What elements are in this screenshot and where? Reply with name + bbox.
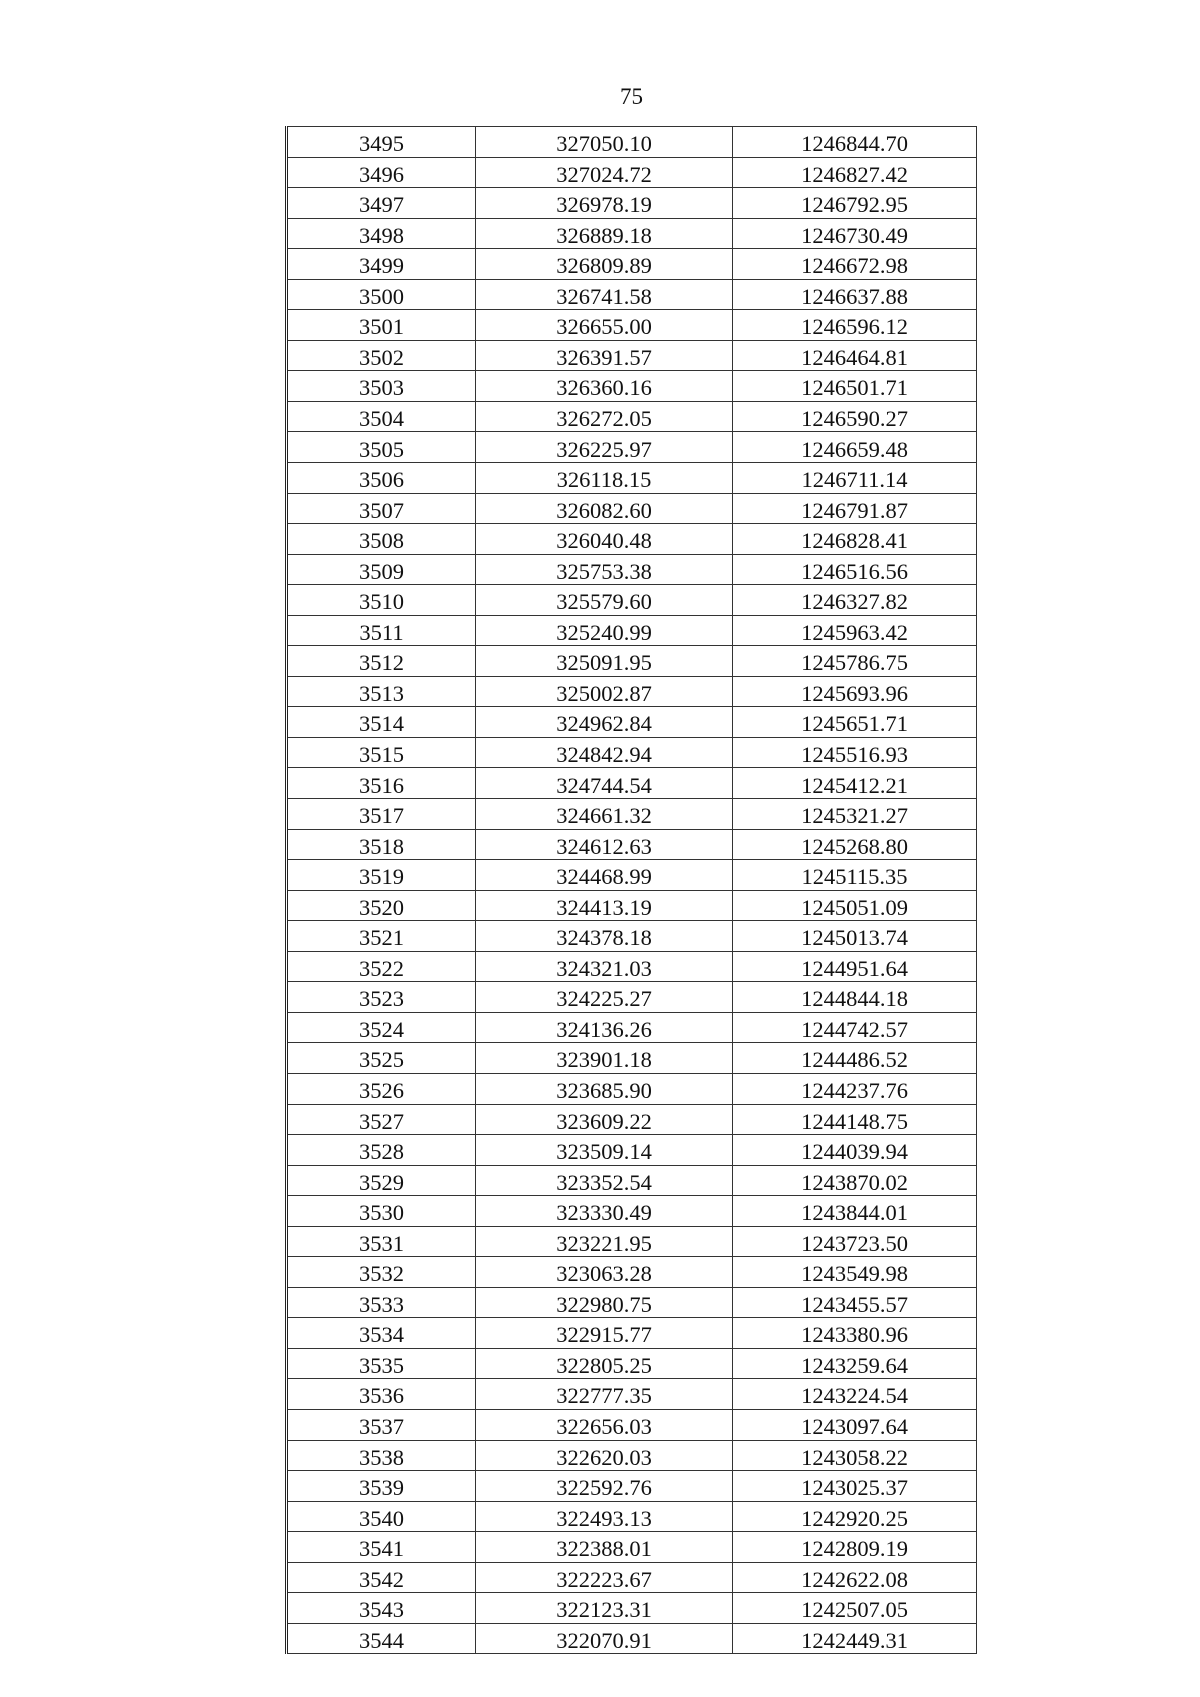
point-number-cell: 3528 (287, 1135, 476, 1166)
coordinates-table-body (287, 127, 977, 1654)
point-number-cell: 3508 (287, 524, 476, 555)
table-row (287, 1012, 977, 1043)
x-coordinate-cell: 322070.91 (476, 1623, 733, 1654)
point-number-cell: 3501 (287, 310, 476, 341)
point-number-cell: 3500 (287, 279, 476, 310)
point-number-cell: 3537 (287, 1409, 476, 1440)
table-row (287, 890, 977, 921)
point-number-cell: 3511 (287, 615, 476, 646)
table-row (287, 554, 977, 585)
y-coordinate-cell: 1245786.75 (733, 646, 977, 677)
point-number-cell: 3532 (287, 1257, 476, 1288)
table-row (287, 1471, 977, 1502)
x-coordinate-cell: 324413.19 (476, 890, 733, 921)
point-number-cell: 3520 (287, 890, 476, 921)
point-number-cell: 3544 (287, 1623, 476, 1654)
point-number-cell: 3543 (287, 1593, 476, 1624)
table-row (287, 1318, 977, 1349)
x-coordinate-cell: 324962.84 (476, 707, 733, 738)
y-coordinate-cell: 1242622.08 (733, 1562, 977, 1593)
y-coordinate-cell: 1243259.64 (733, 1348, 977, 1379)
x-coordinate-cell: 322123.31 (476, 1593, 733, 1624)
y-coordinate-cell: 1246828.41 (733, 524, 977, 555)
table-row (287, 615, 977, 646)
y-coordinate-cell: 1246516.56 (733, 554, 977, 585)
y-coordinate-cell: 1246792.95 (733, 188, 977, 219)
y-coordinate-cell: 1245115.35 (733, 860, 977, 891)
y-coordinate-cell: 1245693.96 (733, 676, 977, 707)
x-coordinate-cell: 324136.26 (476, 1012, 733, 1043)
x-coordinate-cell: 323509.14 (476, 1135, 733, 1166)
point-number-cell: 3523 (287, 982, 476, 1013)
x-coordinate-cell: 324321.03 (476, 951, 733, 982)
point-number-cell: 3539 (287, 1471, 476, 1502)
y-coordinate-cell: 1245651.71 (733, 707, 977, 738)
table-row (287, 127, 977, 158)
table-row (287, 982, 977, 1013)
table-row (287, 1287, 977, 1318)
table-row (287, 951, 977, 982)
point-number-cell: 3505 (287, 432, 476, 463)
table-row (287, 829, 977, 860)
point-number-cell: 3495 (287, 127, 476, 158)
y-coordinate-cell: 1243058.22 (733, 1440, 977, 1471)
table-row (287, 1562, 977, 1593)
y-coordinate-cell: 1244486.52 (733, 1043, 977, 1074)
x-coordinate-cell: 323352.54 (476, 1165, 733, 1196)
y-coordinate-cell: 1244951.64 (733, 951, 977, 982)
table-row (287, 1409, 977, 1440)
x-coordinate-cell: 327024.72 (476, 157, 733, 188)
x-coordinate-cell: 327050.10 (476, 127, 733, 158)
point-number-cell: 3503 (287, 371, 476, 402)
x-coordinate-cell: 326082.60 (476, 493, 733, 524)
point-number-cell: 3541 (287, 1532, 476, 1563)
y-coordinate-cell: 1245051.09 (733, 890, 977, 921)
y-coordinate-cell: 1242507.05 (733, 1593, 977, 1624)
y-coordinate-cell: 1246827.42 (733, 157, 977, 188)
y-coordinate-cell: 1246844.70 (733, 127, 977, 158)
table-row (287, 1165, 977, 1196)
y-coordinate-cell: 1242920.25 (733, 1501, 977, 1532)
point-number-cell: 3497 (287, 188, 476, 219)
table-row (287, 1593, 977, 1624)
x-coordinate-cell: 324842.94 (476, 737, 733, 768)
x-coordinate-cell: 324744.54 (476, 768, 733, 799)
point-number-cell: 3518 (287, 829, 476, 860)
point-number-cell: 3527 (287, 1104, 476, 1135)
point-number-cell: 3519 (287, 860, 476, 891)
table-row (287, 676, 977, 707)
y-coordinate-cell: 1246590.27 (733, 401, 977, 432)
y-coordinate-cell: 1244148.75 (733, 1104, 977, 1135)
point-number-cell: 3515 (287, 737, 476, 768)
x-coordinate-cell: 323685.90 (476, 1073, 733, 1104)
table-row (287, 249, 977, 280)
table-row (287, 310, 977, 341)
x-coordinate-cell: 326040.48 (476, 524, 733, 555)
x-coordinate-cell: 326272.05 (476, 401, 733, 432)
x-coordinate-cell: 323901.18 (476, 1043, 733, 1074)
point-number-cell: 3535 (287, 1348, 476, 1379)
x-coordinate-cell: 324612.63 (476, 829, 733, 860)
point-number-cell: 3542 (287, 1562, 476, 1593)
table-row (287, 1348, 977, 1379)
x-coordinate-cell: 322805.25 (476, 1348, 733, 1379)
point-number-cell: 3512 (287, 646, 476, 677)
y-coordinate-cell: 1245963.42 (733, 615, 977, 646)
y-coordinate-cell: 1244844.18 (733, 982, 977, 1013)
table-row (287, 340, 977, 371)
y-coordinate-cell: 1244237.76 (733, 1073, 977, 1104)
point-number-cell: 3499 (287, 249, 476, 280)
x-coordinate-cell: 322980.75 (476, 1287, 733, 1318)
x-coordinate-cell: 326741.58 (476, 279, 733, 310)
point-number-cell: 3513 (287, 676, 476, 707)
table-row (287, 371, 977, 402)
table-row (287, 1226, 977, 1257)
x-coordinate-cell: 322915.77 (476, 1318, 733, 1349)
x-coordinate-cell: 322223.67 (476, 1562, 733, 1593)
x-coordinate-cell: 325002.87 (476, 676, 733, 707)
page-number: 75 (620, 84, 643, 109)
x-coordinate-cell: 322777.35 (476, 1379, 733, 1410)
table-row (287, 401, 977, 432)
y-coordinate-cell: 1246501.71 (733, 371, 977, 402)
x-coordinate-cell: 326391.57 (476, 340, 733, 371)
point-number-cell: 3506 (287, 463, 476, 494)
table-row (287, 1196, 977, 1227)
table-row (287, 1104, 977, 1135)
point-number-cell: 3536 (287, 1379, 476, 1410)
y-coordinate-cell: 1246659.48 (733, 432, 977, 463)
y-coordinate-cell: 1242809.19 (733, 1532, 977, 1563)
y-coordinate-cell: 1243455.57 (733, 1287, 977, 1318)
y-coordinate-cell: 1244742.57 (733, 1012, 977, 1043)
table-row (287, 1623, 977, 1654)
y-coordinate-cell: 1243224.54 (733, 1379, 977, 1410)
y-coordinate-cell: 1243844.01 (733, 1196, 977, 1227)
x-coordinate-cell: 326978.19 (476, 188, 733, 219)
point-number-cell: 3524 (287, 1012, 476, 1043)
y-coordinate-cell: 1246730.49 (733, 218, 977, 249)
y-coordinate-cell: 1243870.02 (733, 1165, 977, 1196)
table-row (287, 1135, 977, 1166)
table-row (287, 279, 977, 310)
point-number-cell: 3522 (287, 951, 476, 982)
x-coordinate-cell: 322493.13 (476, 1501, 733, 1532)
y-coordinate-cell: 1246711.14 (733, 463, 977, 494)
x-coordinate-cell: 323221.95 (476, 1226, 733, 1257)
table-row (287, 157, 977, 188)
x-coordinate-cell: 323330.49 (476, 1196, 733, 1227)
point-number-cell: 3538 (287, 1440, 476, 1471)
coordinates-table (285, 126, 977, 1654)
y-coordinate-cell: 1243025.37 (733, 1471, 977, 1502)
x-coordinate-cell: 322656.03 (476, 1409, 733, 1440)
table-row (287, 463, 977, 494)
x-coordinate-cell: 324378.18 (476, 921, 733, 952)
point-number-cell: 3533 (287, 1287, 476, 1318)
y-coordinate-cell: 1246637.88 (733, 279, 977, 310)
point-number-cell: 3540 (287, 1501, 476, 1532)
x-coordinate-cell: 324468.99 (476, 860, 733, 891)
point-number-cell: 3531 (287, 1226, 476, 1257)
x-coordinate-cell: 325091.95 (476, 646, 733, 677)
point-number-cell: 3502 (287, 340, 476, 371)
y-coordinate-cell: 1245268.80 (733, 829, 977, 860)
x-coordinate-cell: 322388.01 (476, 1532, 733, 1563)
point-number-cell: 3496 (287, 157, 476, 188)
point-number-cell: 3514 (287, 707, 476, 738)
y-coordinate-cell: 1243723.50 (733, 1226, 977, 1257)
point-number-cell: 3509 (287, 554, 476, 585)
point-number-cell: 3498 (287, 218, 476, 249)
x-coordinate-cell: 325753.38 (476, 554, 733, 585)
y-coordinate-cell: 1244039.94 (733, 1135, 977, 1166)
x-coordinate-cell: 322620.03 (476, 1440, 733, 1471)
point-number-cell: 3517 (287, 799, 476, 830)
y-coordinate-cell: 1243549.98 (733, 1257, 977, 1288)
x-coordinate-cell: 324225.27 (476, 982, 733, 1013)
point-number-cell: 3534 (287, 1318, 476, 1349)
table-row (287, 707, 977, 738)
y-coordinate-cell: 1246791.87 (733, 493, 977, 524)
point-number-cell: 3521 (287, 921, 476, 952)
table-row (287, 1379, 977, 1410)
table-row (287, 1440, 977, 1471)
table-row (287, 493, 977, 524)
table-row (287, 768, 977, 799)
table-row (287, 524, 977, 555)
x-coordinate-cell: 326225.97 (476, 432, 733, 463)
y-coordinate-cell: 1245412.21 (733, 768, 977, 799)
point-number-cell: 3529 (287, 1165, 476, 1196)
table-row (287, 921, 977, 952)
point-number-cell: 3525 (287, 1043, 476, 1074)
table-row (287, 799, 977, 830)
x-coordinate-cell: 325240.99 (476, 615, 733, 646)
table-row (287, 737, 977, 768)
y-coordinate-cell: 1246464.81 (733, 340, 977, 371)
x-coordinate-cell: 325579.60 (476, 585, 733, 616)
y-coordinate-cell: 1246672.98 (733, 249, 977, 280)
y-coordinate-cell: 1245516.93 (733, 737, 977, 768)
y-coordinate-cell: 1245321.27 (733, 799, 977, 830)
point-number-cell: 3507 (287, 493, 476, 524)
x-coordinate-cell: 322592.76 (476, 1471, 733, 1502)
point-number-cell: 3530 (287, 1196, 476, 1227)
x-coordinate-cell: 323063.28 (476, 1257, 733, 1288)
point-number-cell: 3510 (287, 585, 476, 616)
x-coordinate-cell: 326655.00 (476, 310, 733, 341)
x-coordinate-cell: 326889.18 (476, 218, 733, 249)
table-row (287, 585, 977, 616)
x-coordinate-cell: 323609.22 (476, 1104, 733, 1135)
table-row (287, 218, 977, 249)
x-coordinate-cell: 326809.89 (476, 249, 733, 280)
x-coordinate-cell: 326118.15 (476, 463, 733, 494)
table-row (287, 1073, 977, 1104)
table-row (287, 646, 977, 677)
table-row (287, 1043, 977, 1074)
table-row (287, 1257, 977, 1288)
table-row (287, 188, 977, 219)
y-coordinate-cell: 1246327.82 (733, 585, 977, 616)
y-coordinate-cell: 1246596.12 (733, 310, 977, 341)
point-number-cell: 3516 (287, 768, 476, 799)
x-coordinate-cell: 326360.16 (476, 371, 733, 402)
y-coordinate-cell: 1245013.74 (733, 921, 977, 952)
y-coordinate-cell: 1243380.96 (733, 1318, 977, 1349)
y-coordinate-cell: 1242449.31 (733, 1623, 977, 1654)
table-row (287, 432, 977, 463)
x-coordinate-cell: 324661.32 (476, 799, 733, 830)
table-row (287, 860, 977, 891)
point-number-cell: 3504 (287, 401, 476, 432)
point-number-cell: 3526 (287, 1073, 476, 1104)
y-coordinate-cell: 1243097.64 (733, 1409, 977, 1440)
table-row (287, 1501, 977, 1532)
table-row (287, 1532, 977, 1563)
